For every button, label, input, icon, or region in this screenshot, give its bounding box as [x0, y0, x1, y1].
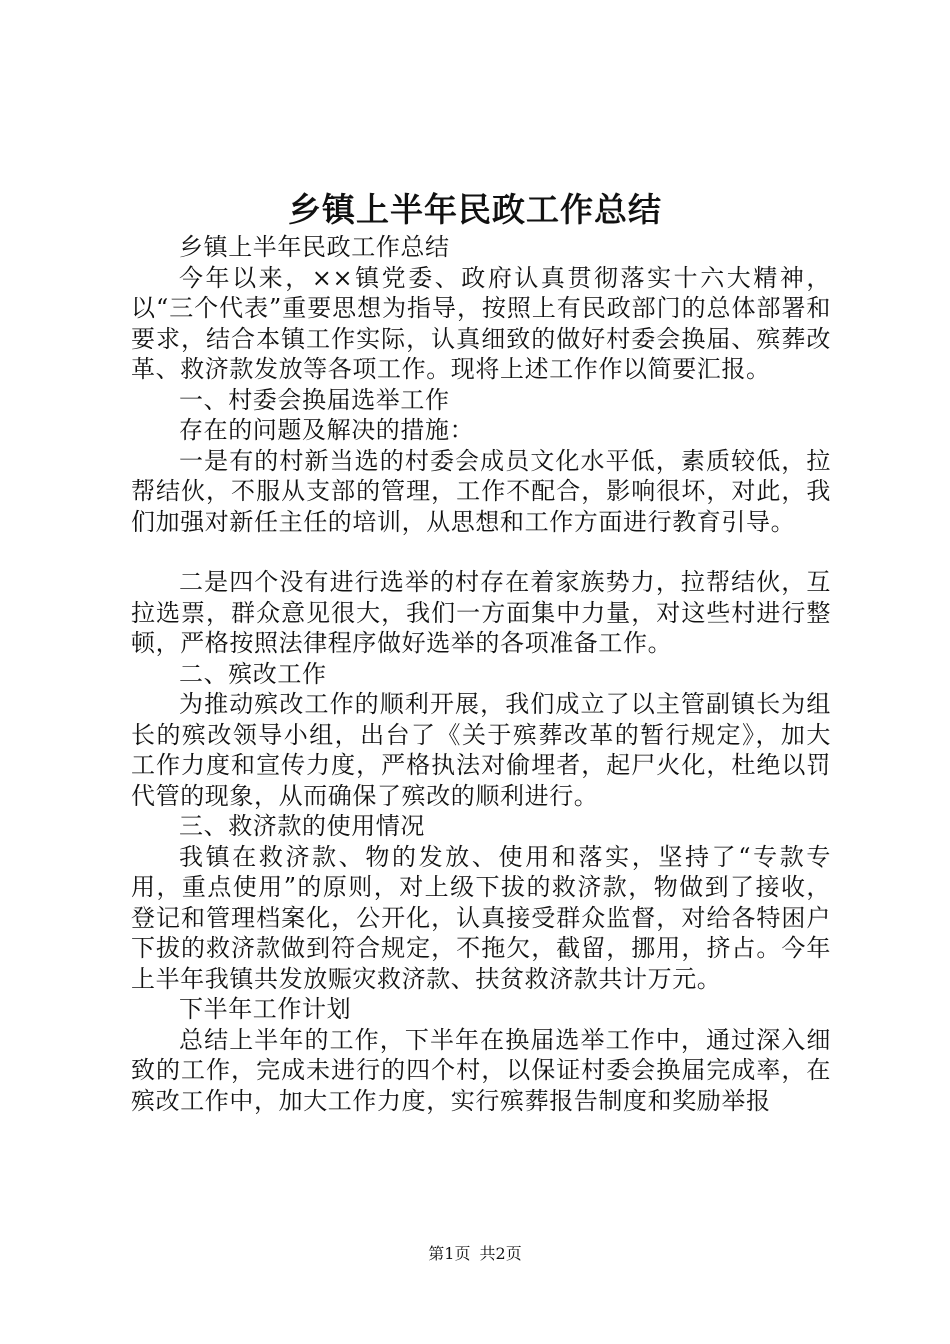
relief-funds-paragraph: 我镇在救济款、物的发放、使用和落实，坚持了“专款专用，重点使用”的原则，对上级下拔的救济款，物做到了接收，登记和管理档案化，公开化，认真接受群众监督，对给各特困户下拔的救济款做到符合规定，不拖欠，截留，挪用，挤占。今年上半年我镇共发放赈灾救济款、扶贫救济款共计万元。 — [131, 842, 831, 993]
page-number: 第1页 — [428, 1244, 471, 1263]
paragraph-gap — [131, 537, 831, 567]
document-body — [131, 232, 831, 1116]
page-footer — [0, 1243, 950, 1265]
section-heading-relief: 三、救济款的使用情况 — [179, 812, 425, 840]
problem-one-paragraph: 一是有的村新当选的村委会成员文化水平低，素质较低，拉帮结伙，不服从支部的管理，工作不配合，影响很坏，对此，我们加强对新任主任的培训，从思想和工作方面进行教育引导。 — [131, 446, 831, 536]
section-heading-plan: 下半年工作计划 — [179, 995, 352, 1023]
section-heading-election: 一、村委会换届选举工作 — [179, 385, 450, 414]
subtitle-paragraph: 乡镇上半年民政工作总结 — [179, 233, 450, 261]
problem-two-paragraph: 二是四个没有进行选举的村存在着家族势力，拉帮结伙，互拉选票，群众意见很大，我们一方面集中力量，对这些村进行整顿，严格按照法律程序做好选举的各项准备工作。 — [131, 568, 831, 657]
intro-paragraph: 今年以来，××镇党委、政府认真贯彻落实十六大精神，以“三个代表”重要思想为指导，按照上有民政部门的总体部署和要求，结合本镇工作实际，认真细致的做好村委会换届、殡葬改革、救济款发放等各项工作。现将上述工作作以简要汇报。 — [131, 263, 831, 383]
plan-paragraph: 总结上半年的工作，下半年在换届选举工作中，通过深入细致的工作，完成未进行的四个村，以保证村委会换届完成率，在殡改工作中，加大工作力度，实行殡葬报告制度和奖励举报 — [131, 1025, 831, 1115]
problems-heading: 存在的问题及解决的措施： — [179, 416, 475, 444]
section-heading-funeral: 二、殡改工作 — [179, 659, 327, 688]
page-title: 乡镇上半年民政工作总结 — [288, 190, 662, 229]
funeral-reform-paragraph: 为推动殡改工作的顺利开展，我们成立了以主管副镇长为组长的殡改领导小组，出台了《关于殡葬改革的暂行规定》，加大工作力度和宣传力度，严格执法对偷埋者，起尸火化，杜绝以罚代管的现象，从而确保了殡改的顺利进行。 — [131, 690, 831, 810]
page-total: 共2页 — [479, 1244, 522, 1263]
